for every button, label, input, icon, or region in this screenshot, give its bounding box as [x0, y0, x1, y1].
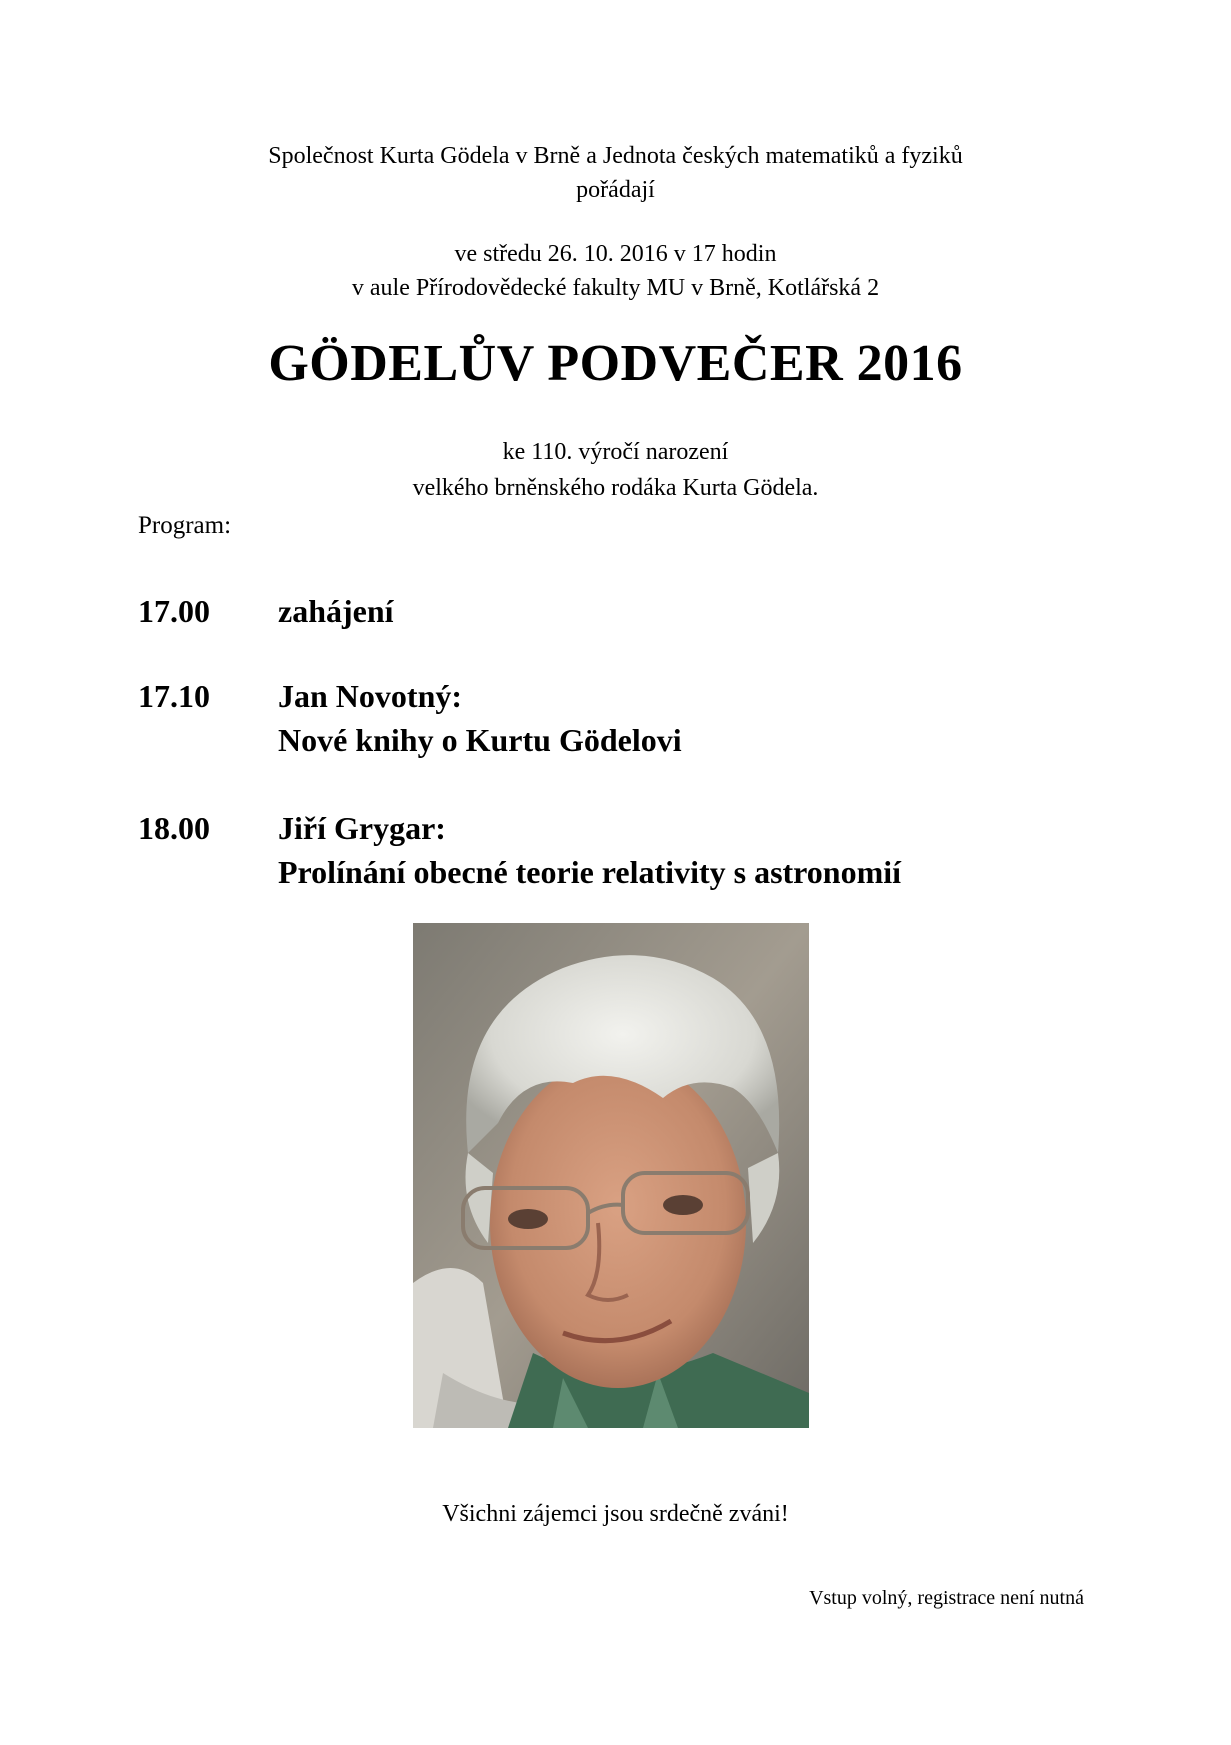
program-item-2-talk-title: Nové knihy o Kurtu Gödelovi — [278, 722, 682, 758]
program-time-3: 18.00 — [138, 810, 210, 846]
program-item-1-line-1: zahájení — [278, 593, 394, 629]
program-item-3-talk-title: Prolínání obecné teorie relativity s astronomií — [278, 854, 902, 890]
welcome-text: Všichni zájemci jsou srdečně zváni! — [442, 1501, 789, 1527]
anniversary-line-2: velkého brněnského rodáka Kurta Gödela. — [412, 475, 819, 501]
poster-title: GÖDELŮV PODVEČER 2016 — [268, 335, 963, 392]
admission-note: Vstup volný, registrace není nutná — [809, 1587, 1084, 1609]
right-eye — [663, 1195, 703, 1215]
organizers-verb-line: pořádají — [576, 177, 655, 203]
program-time-2: 17.10 — [138, 678, 210, 714]
portrait-photo-icon — [413, 923, 809, 1428]
event-place-line: v aule Přírodovědecké fakulty MU v Brně, Kotlářská 2 — [351, 275, 880, 301]
event-date-line: ve středu 26. 10. 2016 v 17 hodin — [454, 241, 777, 267]
program-time-1: 17.00 — [138, 593, 210, 629]
organizers-line: Společnost Kurta Gödela v Brně a Jednota českých matematiků a fyziků — [268, 143, 963, 169]
program-item-2-speaker: Jan Novotný: — [278, 678, 463, 714]
program-label: Program: — [138, 512, 232, 539]
left-eye — [508, 1209, 548, 1229]
anniversary-line-1: ke 110. výročí narození — [502, 439, 729, 465]
program-item-3-speaker: Jiří Grygar: — [278, 810, 446, 846]
